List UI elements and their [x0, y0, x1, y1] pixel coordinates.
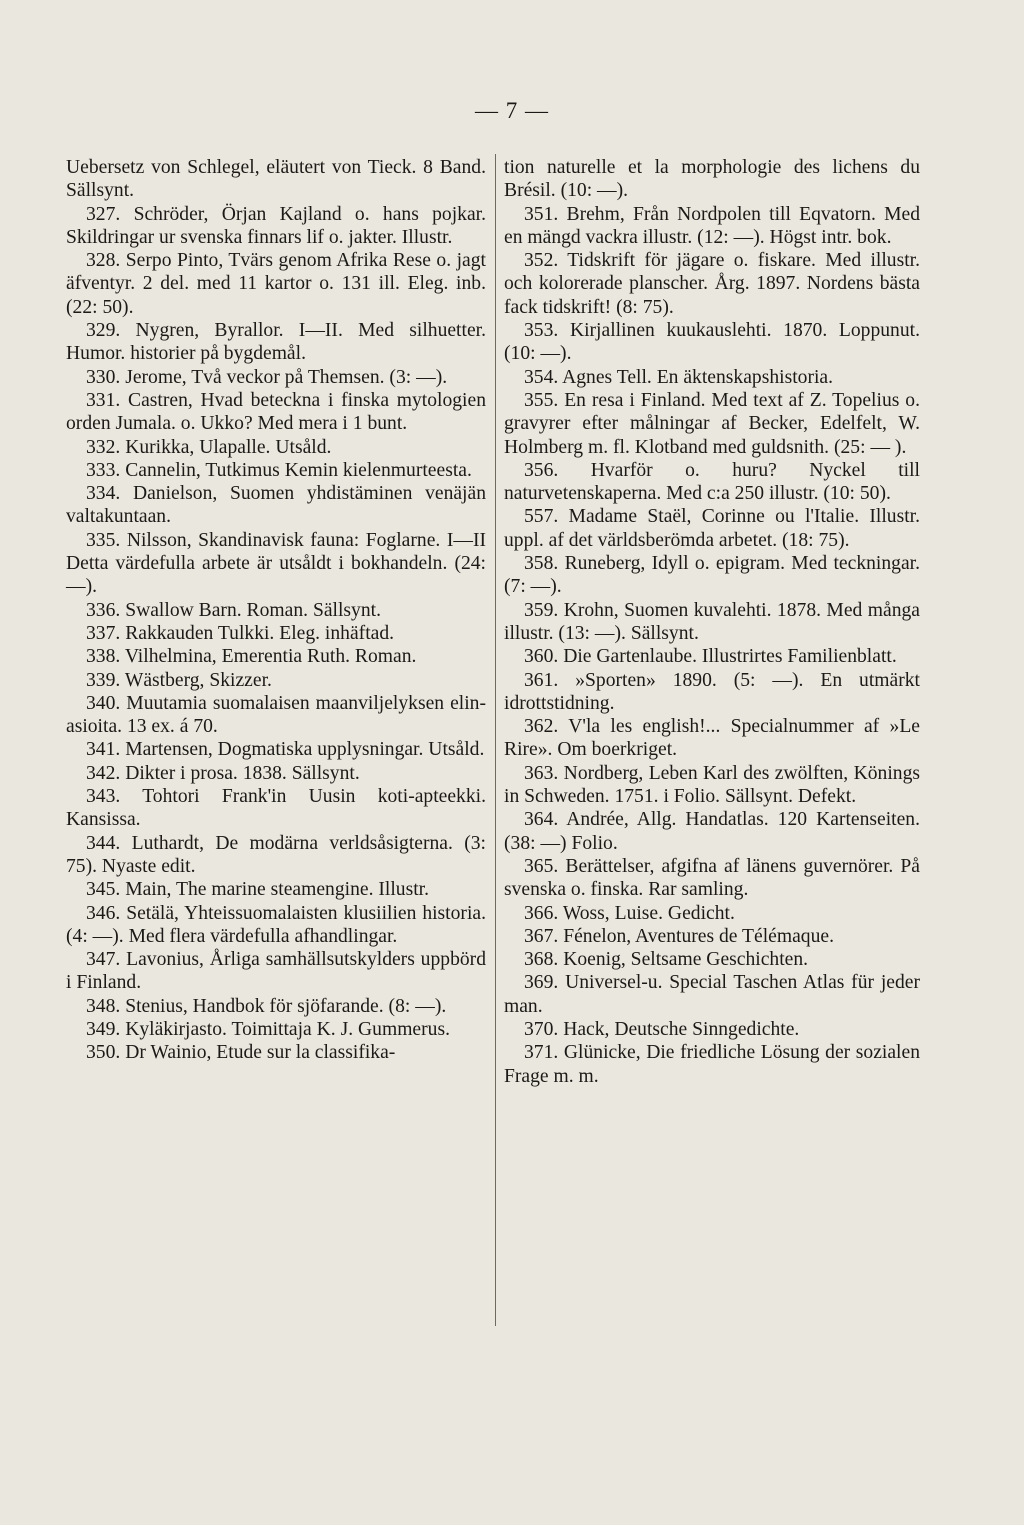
catalog-entry: 350. Dr Wainio, Etude sur la classifika-	[86, 1042, 396, 1064]
catalog-entry: 339. Wästberg, Skizzer.	[86, 669, 272, 691]
catalog-entry: 349. Kyläkirjasto. Toimittaja K. J. Gummerus.	[86, 1018, 450, 1040]
left-column	[66, 156, 486, 1065]
catalog-entry: 354. Agnes Tell. En äktenskapshistoria.	[524, 366, 834, 388]
catalog-entry: 361. »Sporten» 1890. (5: —). En utmärkt idrottstidning.	[504, 669, 920, 714]
catalog-entry: 329. Nygren, Byrallor. I—II. Med silhuetter. Humor. historier på bygdemål.	[66, 320, 486, 365]
catalog-entry: 368. Koenig, Seltsame Geschichten.	[524, 949, 809, 971]
catalog-entry: 328. Serpo Pinto, Tvärs genom Afrika Rese o. jagt äfventyr. 2 del. med 11 kartor o. 131 ill. Eleg. inb. (22: 50).	[66, 250, 486, 318]
catalog-entry: 367. Fénelon, Aventures de Télémaque.	[524, 925, 834, 947]
catalog-entry: 362. V'la les english!... Specialnummer af »Le Rire». Om boerkriget.	[504, 716, 920, 761]
catalog-entry: 343. Tohtori Frank'in Uusin koti-apteekki. Kansissa.	[66, 786, 486, 831]
catalog-entry: 348. Stenius, Handbok för sjöfarande. (8: —).	[86, 995, 447, 1017]
catalog-entry: 370. Hack, Deutsche Sinngedichte.	[524, 1018, 800, 1040]
catalog-entry: 338. Vilhelmina, Emerentia Ruth. Roman.	[86, 646, 417, 668]
catalog-entry: 355. En resa i Finland. Med text af Z. Topelius o. gravyrer efter målningar af Becker, Edelfelt, W. Holmberg m. fl. Klotband med guldsnith. (25: — ).	[504, 389, 920, 458]
catalog-entry: 352. Tidskrift för jägare o. fiskare. Med illustr. och kolorerade planscher. Årg. 1897. Nordens bästa fack tidskrift! (8: 75).	[504, 250, 920, 318]
catalog-entry: 332. Kurikka, Ulapalle. Utsåld.	[86, 436, 332, 458]
catalog-entry: 347. Lavonius, Årliga samhällsutskylders uppbörd i Finland.	[66, 949, 486, 994]
catalog-entry: Uebersetz von Schlegel, eläutert von Tieck. 8 Band. Sällsynt.	[66, 157, 486, 202]
column-divider	[495, 154, 496, 1326]
catalog-entry: 344. Luthardt, De modärna verldsåsigterna. (3: 75). Nyaste edit.	[66, 832, 486, 877]
catalog-entry: 359. Krohn, Suomen kuvalehti. 1878. Med många illustr. (13: —). Sällsynt.	[504, 599, 920, 644]
catalog-entry: 351. Brehm, Från Nordpolen till Eqvatorn. Med en mängd vackra illustr. (12: —). Högst intr. bok.	[504, 203, 920, 248]
catalog-entry: 333. Cannelin, Tutkimus Kemin kielenmurteesta.	[86, 459, 472, 481]
catalog-entry: 353. Kirjallinen kuukauslehti. 1870. Loppunut. (10: —).	[504, 320, 920, 365]
catalog-entry: 341. Martensen, Dogmatiska upplysningar. Utsåld.	[86, 739, 485, 761]
catalog-entry: 356. Hvarför o. huru? Nyckel till naturvetenskaperna. Med c:a 250 illustr. (10: 50).	[504, 459, 920, 505]
catalog-entry: 327. Schröder, Örjan Kajland o. hans pojkar. Skildringar ur svenska finnars lif o. jakter. Illustr.	[66, 203, 486, 248]
catalog-entry: 366. Woss, Luise. Gedicht.	[524, 902, 735, 924]
catalog-entry: 340. Muutamia suomalaisen maanviljelyksen elin-asioita. 13 ex. á 70.	[66, 692, 486, 738]
catalog-entry: 336. Swallow Barn. Roman. Sällsynt.	[86, 599, 381, 621]
catalog-entry: tion naturelle et la morphologie des lichens du Brésil. (10: —).	[504, 157, 920, 202]
catalog-entry: 330. Jerome, Två veckor på Themsen. (3: —).	[86, 366, 448, 388]
catalog-entry: 364. Andrée, Allg. Handatlas. 120 Kartenseiten. (38: —) Folio.	[504, 809, 920, 854]
catalog-entry: 342. Dikter i prosa. 1838. Sällsynt.	[86, 762, 360, 784]
catalog-entry: 335. Nilsson, Skandinavisk fauna: Foglarne. I—II Detta värdefulla arbete är utsåldt i bokhandeln. (24: —).	[66, 529, 486, 598]
catalog-entry: 345. Main, The marine steamengine. Illustr.	[86, 879, 429, 901]
catalog-entry: 337. Rakkauden Tulkki. Eleg. inhäftad.	[86, 622, 395, 644]
catalog-entry: 369. Universel-u. Special Taschen Atlas für jeder man.	[504, 972, 920, 1017]
catalog-entry: 334. Danielson, Suomen yhdistäminen venäjän valtakuntaan.	[66, 483, 486, 528]
catalog-entry: 358. Runeberg, Idyll o. epigram. Med teckningar. (7: —).	[504, 553, 920, 598]
catalog-entry: 360. Die Gartenlaube. Illustrirtes Familienblatt.	[524, 646, 897, 668]
page-number: — 7 —	[475, 98, 549, 123]
catalog-entry: 363. Nordberg, Leben Karl des zwölften, Könings in Schweden. 1751. i Folio. Sällsynt. Defekt.	[504, 762, 920, 808]
catalog-entry: 365. Berättelser, afgifna af länens guvernörer. På svenska o. finska. Rar samling.	[504, 855, 920, 901]
catalog-entry: 346. Setälä, Yhteissuomalaisten klusiilien historia. (4: —). Med flera värdefulla afhandlingar.	[66, 902, 486, 947]
catalog-entry: 557. Madame Staël, Corinne ou l'Italie. Illustr. uppl. af det världsberömda arbetet. (18: 75).	[504, 506, 920, 551]
catalog-entry: 331. Castren, Hvad beteckna i finska mytologien orden Jumala. o. Ukko? Med mera i 1 bunt.	[66, 389, 486, 435]
catalog-entry: 371. Glünicke, Die friedliche Lösung der sozialen Frage m. m.	[504, 1042, 920, 1087]
right-column	[504, 156, 920, 1088]
